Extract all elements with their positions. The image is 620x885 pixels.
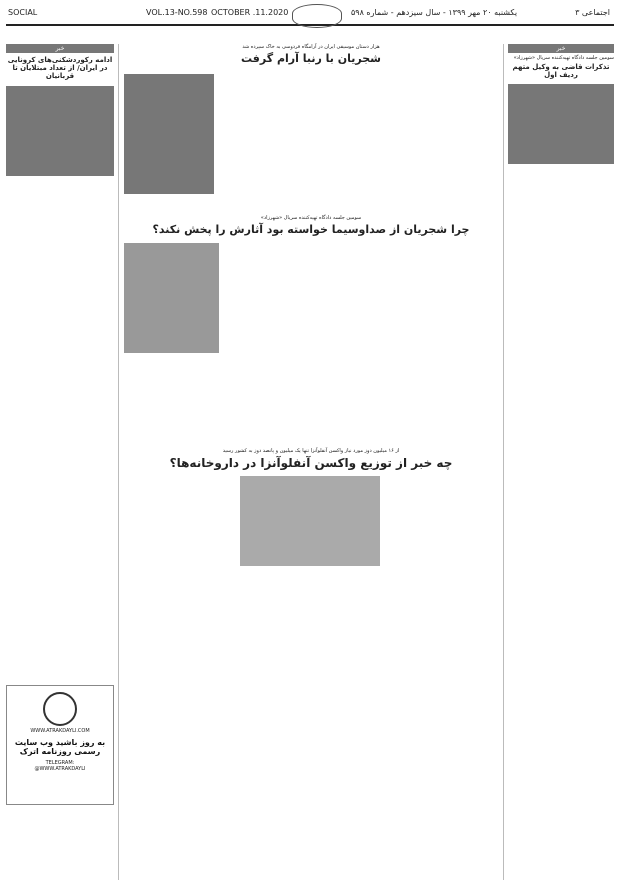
telegram-handle: @WWW.ATRAKDAYLI [34, 766, 86, 772]
right-headline: تذکرات قاضی به وکیل متهم ردیف اول [512, 63, 610, 79]
divider-right [503, 44, 504, 880]
bottom-body-right [386, 476, 498, 876]
divider-left [118, 44, 119, 880]
slogan: به روز باشید وب سایت رسمی روزنامه اترک [14, 738, 106, 756]
telegram-label: TELEGRAM: [45, 760, 75, 766]
portrait-photo [124, 243, 219, 353]
right-body [508, 169, 614, 809]
left-headline: ادامه رکوردشکنی‌های کرونایی در ایران/ از تعداد مبتلایان تا قربانیان [7, 56, 113, 80]
mid-headline: چرا شجریان از صداوسیما خواسته بود آثارش را پخش نکند؟ [152, 223, 470, 236]
top-headline: شجریان با رنبا آرام گرفت [241, 52, 381, 65]
crowd-illustration [6, 86, 114, 176]
ad-box [6, 685, 114, 805]
date-en: OCTOBER .11.2020 [211, 8, 289, 17]
newspaper-logo [292, 4, 342, 28]
right-column [508, 44, 614, 809]
bottom-kicker: از ۱۶ میلیون دوز مورد نیاز واکسن آنفلوآنزا تنها یک میلیون و پانصد دوز به کشور رسید [222, 448, 400, 454]
right-kicker: سومین جلسه دادگاه تهیه‌کننده سریال «شهرزاد» [513, 55, 614, 61]
top-kicker: هزار دستان موسیقی ایران در آرامگاه فردوسی به خاک سپرده شد [242, 44, 380, 50]
left-column [6, 44, 114, 805]
center-mid [124, 215, 498, 236]
center-bottom [124, 448, 498, 470]
section-label-left: SOCIAL [8, 8, 38, 17]
bottom-headline: چه خبر از توزیع واکسن آنفلوآنزا در داروخانه‌ها؟ [169, 456, 453, 470]
top-body [219, 74, 498, 234]
funeral-photo [124, 74, 214, 194]
volume-number: VOL.13-NO.598 [146, 8, 208, 17]
mid-body [224, 243, 498, 433]
header-bar [6, 4, 614, 26]
bottom-body-center [240, 573, 380, 876]
center-top [124, 44, 498, 65]
left-box-label: خبر [6, 44, 114, 53]
court-photo [508, 84, 614, 164]
vaccine-photo [240, 476, 380, 566]
date-fa: یکشنبه ۲۰ مهر ۱۳۹۹ - سال سیزدهم - شماره ۵۹۸ [351, 8, 518, 17]
mid-kicker: سومین جلسه دادگاه تهیه‌کننده سریال «شهرزاد» [260, 215, 362, 221]
website-url: WWW.ATRAKDAYLI.COM [30, 728, 90, 734]
section-label-right: اجتماعی ۳ [575, 8, 610, 17]
left-body [6, 181, 114, 681]
right-box-label: خبر [508, 44, 614, 53]
website-icon [43, 692, 77, 726]
bottom-body-left [124, 476, 236, 876]
